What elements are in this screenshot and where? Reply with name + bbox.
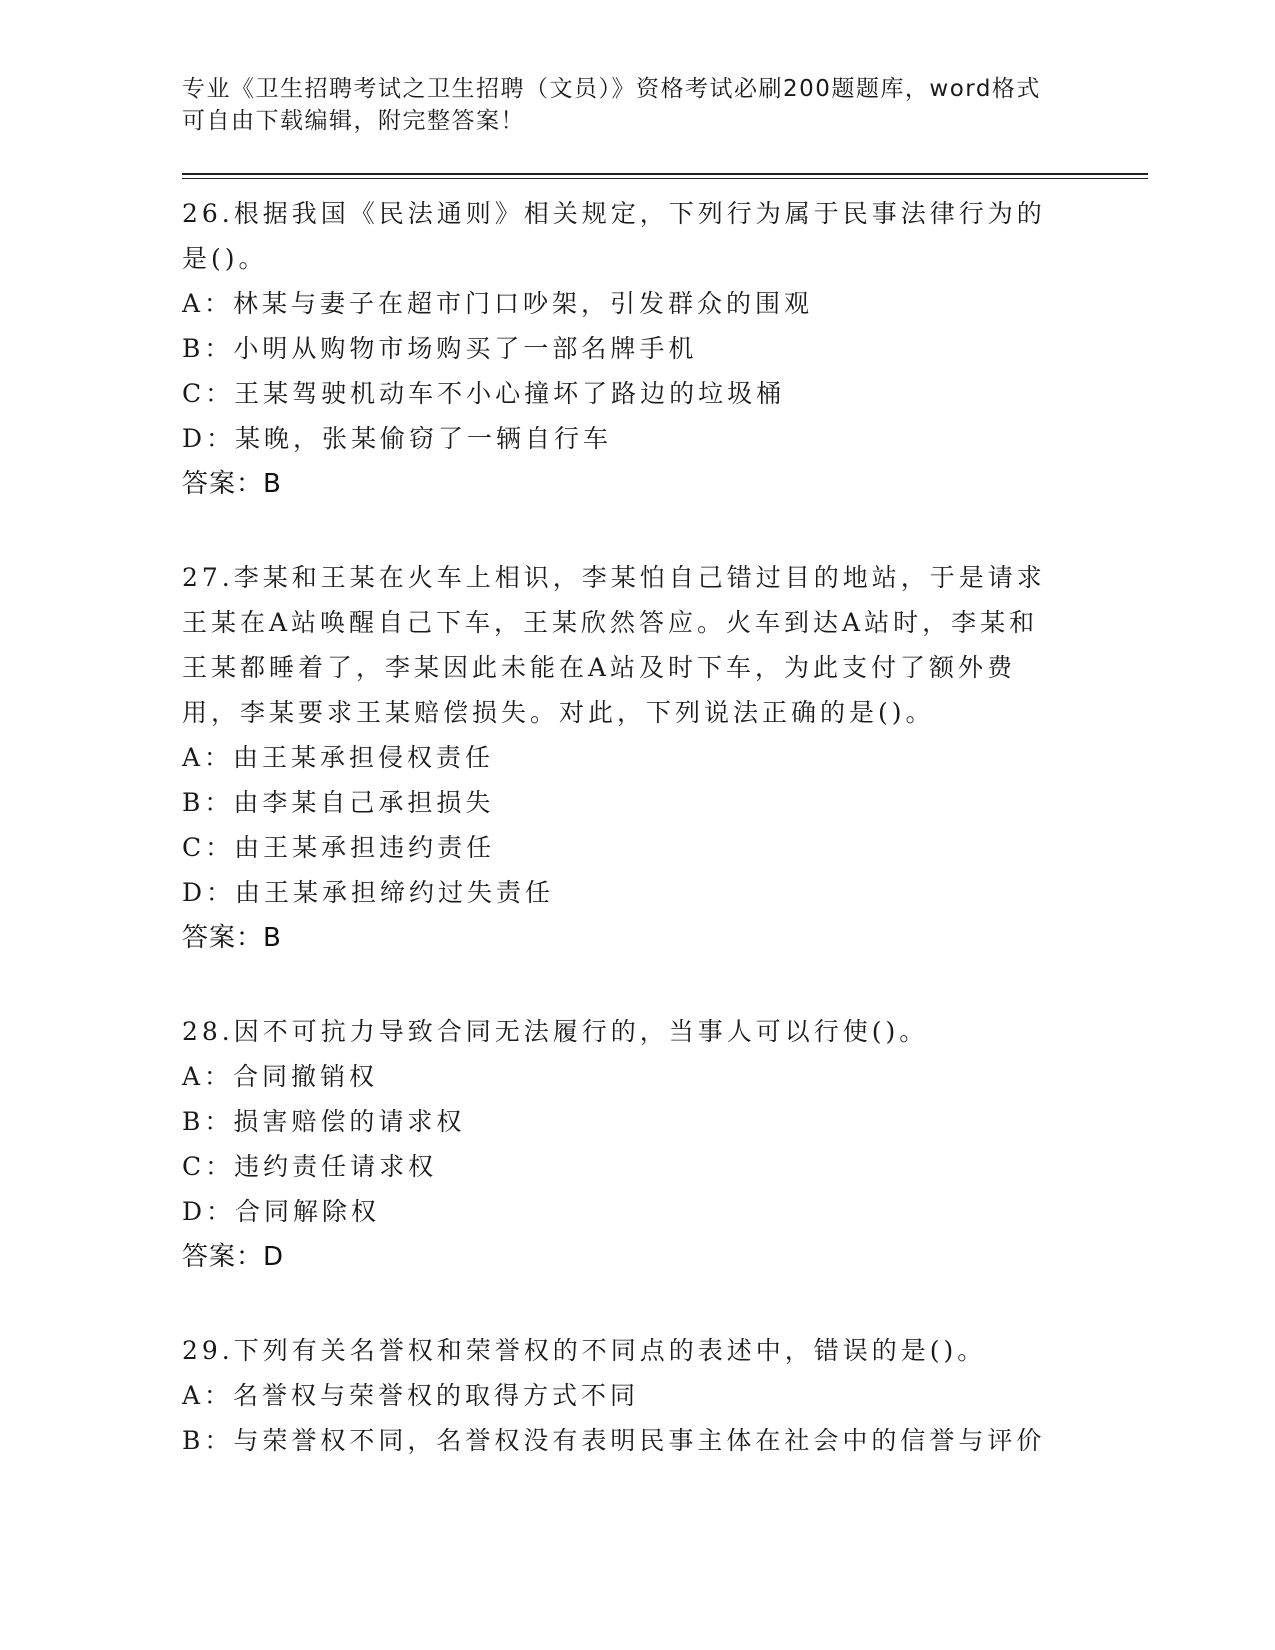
question-stem: 27.李某和王某在火车上相识，李某怕自己错过目的地站，于是请求王某在A站唤醒自己下车，王某欣然答应。火车到达A站时，李某和王某都睡着了，李某因此未能在A站及时下车，为此支付了额外费用，李某要求王某赔偿损失。对此，下列说法正确的是()。	[182, 563, 1046, 727]
document-page	[182, 70, 1148, 1463]
question-29	[182, 1328, 1148, 1463]
option-b: B：损害赔偿的请求权	[182, 1107, 466, 1136]
option-d: D：某晚，张某偷窃了一辆自行车	[182, 424, 613, 453]
question-stem: 28.因不可抗力导致合同无法履行的，当事人可以行使()。	[182, 1017, 929, 1046]
question-28	[182, 1009, 1148, 1280]
answer-line: 答案：B	[182, 923, 282, 953]
divider-thin	[182, 178, 1148, 179]
option-d: D：合同解除权	[182, 1197, 381, 1226]
question-26	[182, 191, 1148, 507]
option-b: B：与荣誉权不同，名誉权没有表明民事主体在社会中的信誉与评价	[182, 1426, 1046, 1455]
question-stem: 29.下列有关名誉权和荣誉权的不同点的表述中，错误的是()。	[182, 1336, 987, 1365]
option-a: A：名誉权与荣誉权的取得方式不同	[182, 1381, 640, 1410]
option-c: C：由王某承担违约责任	[182, 833, 496, 862]
option-a: A：合同撤销权	[182, 1062, 379, 1091]
divider-thick	[182, 173, 1148, 175]
header-divider	[182, 173, 1148, 179]
option-b: B：由李某自己承担损失	[182, 788, 495, 817]
option-a: A：林某与妻子在超市门口吵架，引发群众的围观	[182, 289, 814, 318]
answer-line: 答案：B	[182, 469, 282, 499]
option-c: C：王某驾驶机动车不小心撞坏了路边的垃圾桶	[182, 379, 786, 408]
document-header: 专业《卫生招聘考试之卫生招聘（文员）》资格考试必刷200题题库，word格式可自由下载编辑，附完整答案！	[182, 76, 1041, 134]
answer-line: 答案：D	[182, 1242, 285, 1272]
option-a: A：由王某承担侵权责任	[182, 743, 495, 772]
question-27	[182, 555, 1148, 961]
option-d: D：由王某承担缔约过失责任	[182, 878, 555, 907]
option-c: C：违约责任请求权	[182, 1152, 438, 1181]
question-stem: 26.根据我国《民法通则》相关规定，下列行为属于民事法律行为的是()。	[182, 199, 1046, 273]
option-b: B：小明从购物市场购买了一部名牌手机	[182, 334, 698, 363]
